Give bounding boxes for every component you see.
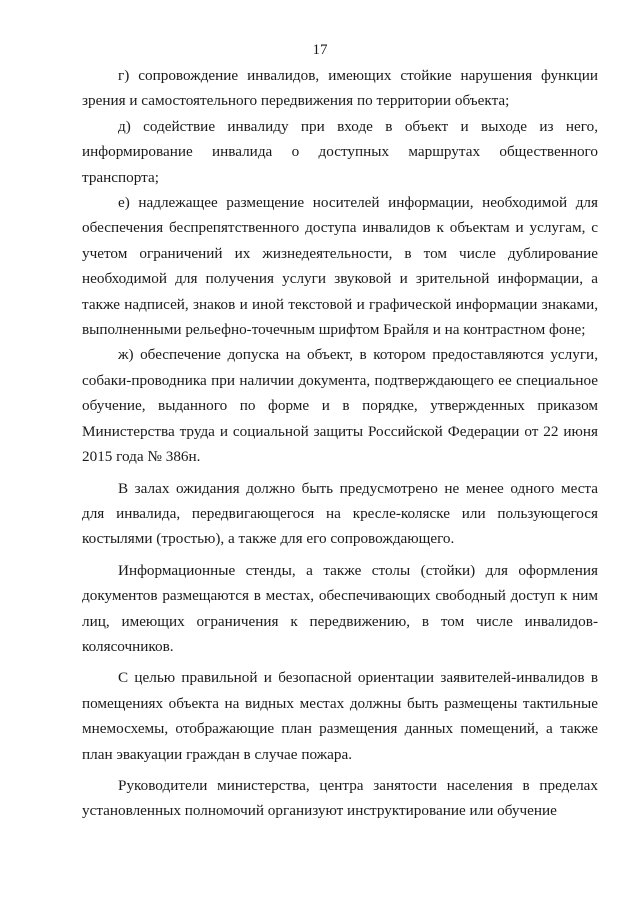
- paragraph-orientation: С целью правильной и безопасной ориентации заявителей-инвалидов в помещениях объекта на видных местах должны быть размещены тактильные мнемосхемы, отображающие план размещения данных помещений, а также план эвакуации граждан в случае пожара.: [82, 669, 598, 763]
- paragraph-waiting-rooms: В залах ожидания должно быть предусмотрено не менее одного места для инвалида, передвигающегося на кресле-коляске или пользующегося костылями (тростью), а также для его сопровождающего.: [82, 479, 598, 548]
- paragraph-item-g: г) сопровождение инвалидов, имеющих стойкие нарушения функции зрения и самостоятельного передвижения по территории объекта;: [82, 67, 598, 110]
- paragraph-info-stands: Информационные стенды, а также столы (стойки) для оформления документов размещаются в местах, обеспечивающих свободный доступ к ним лиц, имеющих ограничения к передвижению, в том числе инвалидов-колясочников.: [82, 561, 598, 655]
- paragraph-item-e: е) надлежащее размещение носителей информации, необходимой для обеспечения беспрепятственного доступа инвалидов к объектам и услугам, с учетом ограничений их жизнедеятельности, в том числе дублирование необходимой для получения услуги звуковой и зрительной информации, а также надписей, знаков и иной текстовой и графической информации знаками, выполненными рельефно-точечным шрифтом Брайля и на контрастном фоне;: [82, 194, 598, 339]
- document-body: [82, 63, 598, 824]
- paragraph-item-d: д) содействие инвалиду при входе в объект и выходе из него, информирование инвалида о доступных маршрутах общественного транспорта;: [82, 117, 598, 186]
- page-number: 17: [312, 42, 328, 58]
- paragraph-supervisors: Руководители министерства, центра занятости населения в пределах установленных полномочий организуют инструктирование или обучение: [82, 776, 598, 820]
- paragraph-item-zh: ж) обеспечение допуска на объект, в котором предоставляются услуги, собаки-проводника при наличии документа, подтверждающего ее специальное обучение, выданного по форме и в порядке, утвержденных приказом Министерства труда и социальной защиты Российской Федерации от 22 июня 2015 года № 386н.: [82, 346, 598, 466]
